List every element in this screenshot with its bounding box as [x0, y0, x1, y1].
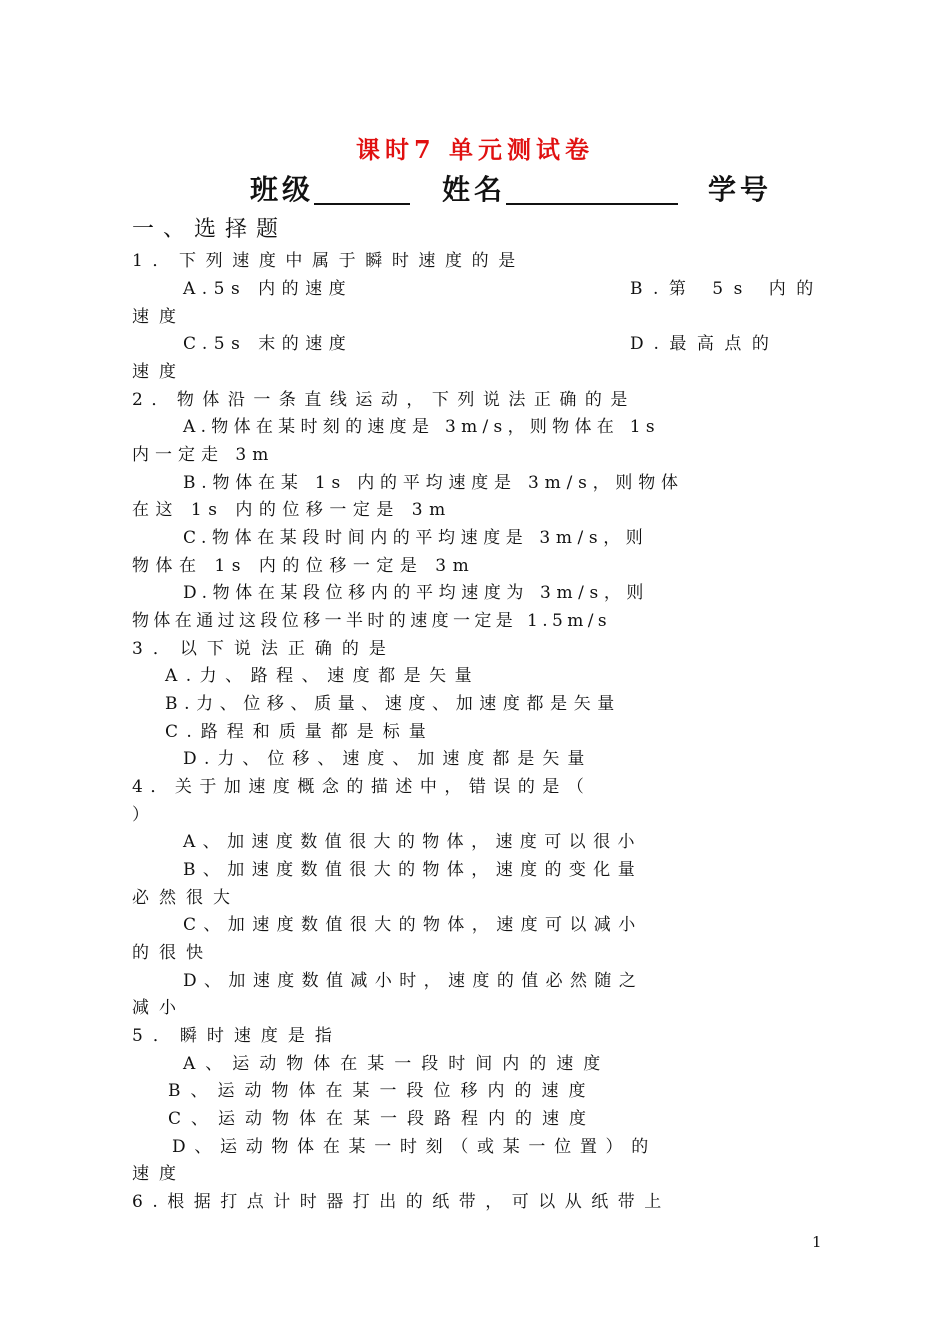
option-line: 速度	[132, 307, 186, 327]
question-line: 2．物体沿一条直线运动，下列说法正确的是	[132, 390, 636, 410]
option-line: C、加速度数值很大的物体，速度可以减小	[183, 915, 643, 935]
option-line: 的很快	[132, 943, 213, 963]
option-line: 速度	[132, 362, 186, 382]
name-blank	[506, 175, 678, 205]
id-label: 学号	[708, 173, 773, 206]
question-line: ）	[132, 805, 149, 825]
question-line: 5．瞬时速度是指	[132, 1026, 342, 1046]
option-line: B、加速度数值很大的物体，速度的变化量	[183, 860, 643, 880]
question-line: 3．以下说法正确的是	[132, 639, 396, 659]
option-line: D.最高点的	[630, 334, 780, 354]
option-line: 在这 1s 内的位移一定是 3m	[132, 500, 452, 520]
option-line: 速度	[132, 1164, 186, 1184]
option-line: A、运动物体在某一段时间内的速度	[183, 1054, 611, 1074]
page-number: 1	[812, 1233, 822, 1251]
option-line: B.第 5s 内的	[630, 279, 824, 299]
option-line: B.力、位移、质量、速度、加速度都是矢量	[165, 694, 621, 714]
option-line: D.物体在某段位移内的平均速度为 3m/s，则	[183, 583, 650, 603]
option-line: D、运动物体在某一时刻（或某一位置）的	[172, 1137, 657, 1157]
option-line: 必然很大	[132, 888, 240, 908]
class-blank	[314, 175, 410, 205]
option-line: C.物体在某段时间内的平均速度是 3m/s，则	[183, 528, 649, 548]
option-line: 减小	[132, 998, 186, 1018]
section-heading: 一、选择题	[132, 217, 288, 242]
option-line: A.5s 内的速度	[183, 279, 353, 299]
option-line: D.力、位移、速度、加速度都是矢量	[183, 749, 593, 769]
question-line: 1．下列速度中属于瞬时速度的是	[132, 251, 525, 271]
option-line: A.物体在某时刻的速度是 3m/s，则物体在 1s	[183, 417, 660, 437]
page-title: 课时7 单元测试卷	[355, 135, 595, 164]
option-line: 内一定走 3m	[132, 445, 275, 465]
student-info-line	[250, 168, 772, 208]
option-line: C、运动物体在某一段路程内的速度	[168, 1109, 597, 1129]
name-label: 姓名	[442, 173, 507, 206]
question-line: 4．关于加速度概念的描述中，错误的是（	[132, 777, 592, 797]
option-line: 物体在通过这段位移一半时的速度一定是 1.5m/s	[132, 611, 612, 631]
option-line: B.物体在某 1s 内的平均速度是 3m/s，则物体	[183, 473, 684, 493]
option-line: A、加速度数值很大的物体，速度可以很小	[183, 832, 642, 852]
option-line: A.力、路程、速度都是矢量	[165, 666, 481, 686]
option-line: B、运动物体在某一段位移内的速度	[168, 1081, 596, 1101]
question-line: 6.根据打点计时器打出的纸带，可以从纸带上	[132, 1192, 671, 1212]
class-label: 班级	[250, 173, 315, 206]
option-line: 物体在 1s 内的位移一定是 3m	[132, 556, 476, 576]
option-line: C.5s 末的速度	[183, 334, 353, 354]
option-line: D、加速度数值减小时，速度的值必然随之	[183, 971, 644, 991]
option-line: C.路程和质量都是标量	[165, 722, 435, 742]
